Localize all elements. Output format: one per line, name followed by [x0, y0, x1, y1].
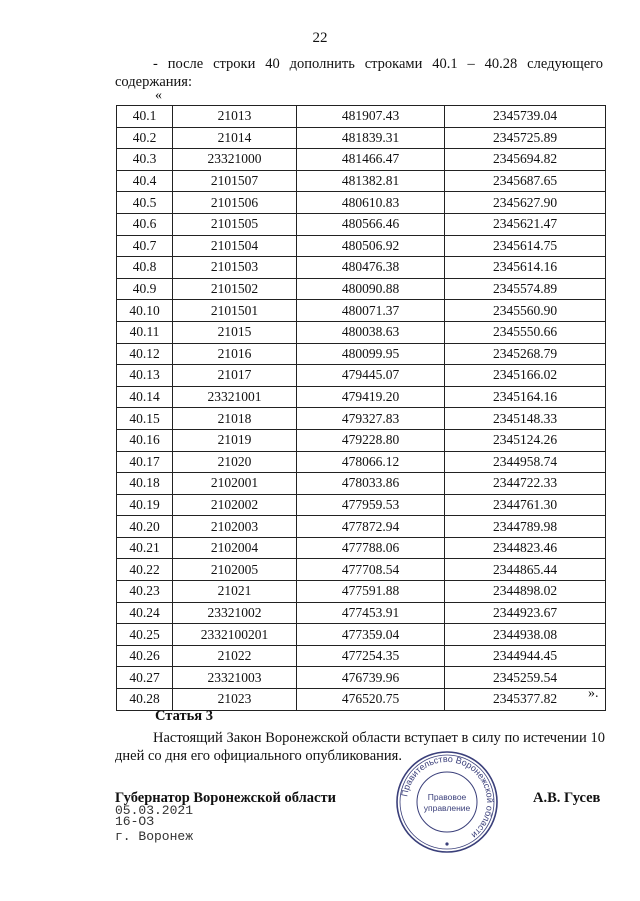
point-id-cell: 21019	[173, 429, 297, 451]
y-coordinate-cell: 2345627.90	[445, 192, 606, 214]
x-coordinate-cell: 477788.06	[297, 537, 445, 559]
open-quote: «	[155, 88, 162, 103]
official-seal-stamp	[395, 750, 499, 854]
point-id-cell: 21013	[173, 106, 297, 128]
x-coordinate-cell: 477453.91	[297, 602, 445, 624]
point-id-cell: 21022	[173, 645, 297, 667]
row-number-cell: 40.13	[117, 365, 173, 387]
row-number-cell: 40.20	[117, 516, 173, 538]
table-row	[117, 386, 606, 408]
row-number-cell: 40.10	[117, 300, 173, 322]
point-id-cell: 23321000	[173, 149, 297, 171]
table-row	[117, 343, 606, 365]
y-coordinate-cell: 2345550.66	[445, 321, 606, 343]
row-number-cell: 40.24	[117, 602, 173, 624]
table-row	[117, 667, 606, 689]
x-coordinate-cell: 480476.38	[297, 257, 445, 279]
row-number-cell: 40.28	[117, 689, 173, 711]
table-row	[117, 516, 606, 538]
registration-city: г. Воронеж	[115, 829, 194, 844]
y-coordinate-cell: 2345694.82	[445, 149, 606, 171]
y-coordinate-cell: 2345739.04	[445, 106, 606, 128]
y-coordinate-cell: 2345148.33	[445, 408, 606, 430]
x-coordinate-cell: 481907.43	[297, 106, 445, 128]
table-row	[117, 602, 606, 624]
point-id-cell: 2101506	[173, 192, 297, 214]
point-id-cell: 21023	[173, 689, 297, 711]
row-number-cell: 40.21	[117, 537, 173, 559]
y-coordinate-cell: 2344761.30	[445, 494, 606, 516]
registration-date: 05.03.2021	[115, 803, 194, 818]
y-coordinate-cell: 2344865.44	[445, 559, 606, 581]
table-row	[117, 170, 606, 192]
table-row	[117, 257, 606, 279]
point-id-cell: 21021	[173, 581, 297, 603]
point-id-cell: 2102003	[173, 516, 297, 538]
row-number-cell: 40.3	[117, 149, 173, 171]
y-coordinate-cell: 2344938.08	[445, 624, 606, 646]
x-coordinate-cell: 480610.83	[297, 192, 445, 214]
table-row	[117, 645, 606, 667]
y-coordinate-cell: 2344722.33	[445, 473, 606, 495]
row-number-cell: 40.23	[117, 581, 173, 603]
table-row	[117, 408, 606, 430]
table-row	[117, 559, 606, 581]
x-coordinate-cell: 480038.63	[297, 321, 445, 343]
table-row	[117, 537, 606, 559]
y-coordinate-cell: 2345621.47	[445, 213, 606, 235]
point-id-cell: 2101504	[173, 235, 297, 257]
row-number-cell: 40.1	[117, 106, 173, 128]
point-id-cell: 21016	[173, 343, 297, 365]
point-id-cell: 2102002	[173, 494, 297, 516]
x-coordinate-cell: 478033.86	[297, 473, 445, 495]
table-row	[117, 300, 606, 322]
row-number-cell: 40.16	[117, 429, 173, 451]
point-id-cell: 2101507	[173, 170, 297, 192]
row-number-cell: 40.6	[117, 213, 173, 235]
point-id-cell: 23321002	[173, 602, 297, 624]
x-coordinate-cell: 478066.12	[297, 451, 445, 473]
row-number-cell: 40.7	[117, 235, 173, 257]
point-id-cell: 23321001	[173, 386, 297, 408]
point-id-cell: 2102005	[173, 559, 297, 581]
row-number-cell: 40.17	[117, 451, 173, 473]
y-coordinate-cell: 2345166.02	[445, 365, 606, 387]
table-row	[117, 321, 606, 343]
point-id-cell: 21020	[173, 451, 297, 473]
y-coordinate-cell: 2345725.89	[445, 127, 606, 149]
seal-inner-line-1: Правовое	[427, 792, 467, 802]
table-row	[117, 235, 606, 257]
x-coordinate-cell: 480506.92	[297, 235, 445, 257]
y-coordinate-cell: 2344789.98	[445, 516, 606, 538]
x-coordinate-cell: 477959.53	[297, 494, 445, 516]
row-number-cell: 40.2	[117, 127, 173, 149]
governor-title: Губернатор Воронежской области	[115, 790, 336, 806]
x-coordinate-cell: 480071.37	[297, 300, 445, 322]
point-id-cell: 21014	[173, 127, 297, 149]
x-coordinate-cell: 481839.31	[297, 127, 445, 149]
y-coordinate-cell: 2345268.79	[445, 343, 606, 365]
table-row	[117, 127, 606, 149]
y-coordinate-cell: 2344898.02	[445, 581, 606, 603]
seal-inner-line-2: управление	[423, 803, 471, 813]
point-id-cell: 2102004	[173, 537, 297, 559]
x-coordinate-cell: 476739.96	[297, 667, 445, 689]
table-row	[117, 365, 606, 387]
row-number-cell: 40.5	[117, 192, 173, 214]
x-coordinate-cell: 477359.04	[297, 624, 445, 646]
row-number-cell: 40.8	[117, 257, 173, 279]
y-coordinate-cell: 2344823.46	[445, 537, 606, 559]
point-id-cell: 2101503	[173, 257, 297, 279]
x-coordinate-cell: 481382.81	[297, 170, 445, 192]
row-number-cell: 40.26	[117, 645, 173, 667]
point-id-cell: 21018	[173, 408, 297, 430]
x-coordinate-cell: 479445.07	[297, 365, 445, 387]
page-number: 22	[312, 30, 328, 46]
point-id-cell: 2101501	[173, 300, 297, 322]
table-row	[117, 473, 606, 495]
row-number-cell: 40.4	[117, 170, 173, 192]
x-coordinate-cell: 480099.95	[297, 343, 445, 365]
registration-number: 16-ОЗ	[115, 814, 155, 829]
row-number-cell: 40.25	[117, 624, 173, 646]
point-id-cell: 2101502	[173, 278, 297, 300]
table-row	[117, 451, 606, 473]
x-coordinate-cell: 481466.47	[297, 149, 445, 171]
x-coordinate-cell: 477591.88	[297, 581, 445, 603]
x-coordinate-cell: 479327.83	[297, 408, 445, 430]
table-row	[117, 192, 606, 214]
table-row	[117, 429, 606, 451]
row-number-cell: 40.15	[117, 408, 173, 430]
x-coordinate-cell: 476520.75	[297, 689, 445, 711]
table-row	[117, 213, 606, 235]
y-coordinate-cell: 2344944.45	[445, 645, 606, 667]
coordinates-table-body	[117, 106, 606, 711]
point-id-cell: 21015	[173, 321, 297, 343]
y-coordinate-cell: 2344923.67	[445, 602, 606, 624]
y-coordinate-cell: 2345687.65	[445, 170, 606, 192]
y-coordinate-cell: 2345614.75	[445, 235, 606, 257]
row-number-cell: 40.9	[117, 278, 173, 300]
seal-inner-ring	[417, 772, 477, 832]
table-row	[117, 689, 606, 711]
y-coordinate-cell: 2345574.89	[445, 278, 606, 300]
y-coordinate-cell: 2345124.26	[445, 429, 606, 451]
signer-name: А.В. Гусев	[533, 790, 601, 806]
row-number-cell: 40.11	[117, 321, 173, 343]
table-row	[117, 106, 606, 128]
row-number-cell: 40.12	[117, 343, 173, 365]
x-coordinate-cell: 479228.80	[297, 429, 445, 451]
coordinates-table	[116, 105, 606, 711]
point-id-cell: 2332100201	[173, 624, 297, 646]
table-row	[117, 581, 606, 603]
point-id-cell: 21017	[173, 365, 297, 387]
point-id-cell: 23321003	[173, 667, 297, 689]
table-row	[117, 494, 606, 516]
intro-text: - после строки 40 дополнить строками 40.1 – 40.28 следующего содержания:	[115, 56, 603, 90]
seal-outer-ring	[397, 752, 497, 852]
y-coordinate-cell: 2345259.54	[445, 667, 606, 689]
x-coordinate-cell: 480566.46	[297, 213, 445, 235]
x-coordinate-cell: 479419.20	[297, 386, 445, 408]
x-coordinate-cell: 480090.88	[297, 278, 445, 300]
table-row	[117, 624, 606, 646]
y-coordinate-cell: 2345377.82	[445, 689, 606, 711]
y-coordinate-cell: 2345614.16	[445, 257, 606, 279]
y-coordinate-cell: 2344958.74	[445, 451, 606, 473]
y-coordinate-cell: 2345560.90	[445, 300, 606, 322]
x-coordinate-cell: 477708.54	[297, 559, 445, 581]
row-number-cell: 40.27	[117, 667, 173, 689]
row-number-cell: 40.22	[117, 559, 173, 581]
x-coordinate-cell: 477254.35	[297, 645, 445, 667]
x-coordinate-cell: 477872.94	[297, 516, 445, 538]
table-row	[117, 278, 606, 300]
row-number-cell: 40.18	[117, 473, 173, 495]
table-row	[117, 149, 606, 171]
row-number-cell: 40.14	[117, 386, 173, 408]
seal-star-icon	[445, 842, 448, 845]
row-number-cell: 40.19	[117, 494, 173, 516]
article-text: Настоящий Закон Воронежской области вступает в силу по истечении 10 дней со дня его официального опубликования.	[115, 730, 605, 764]
point-id-cell: 2102001	[173, 473, 297, 495]
article-title: Статья 3	[155, 708, 213, 724]
close-quote: ».	[588, 686, 599, 701]
seal-ring-text: Правительство Воронежской области	[399, 753, 496, 841]
y-coordinate-cell: 2345164.16	[445, 386, 606, 408]
point-id-cell: 2101505	[173, 213, 297, 235]
